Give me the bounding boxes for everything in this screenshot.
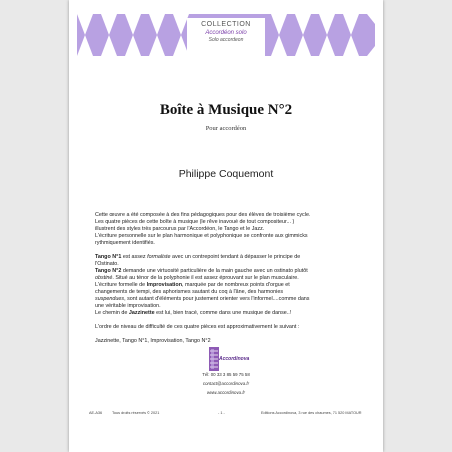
- footer-ref: AE-A36: [89, 411, 103, 415]
- publisher-phone: Tél: 00 33 3 85 59 75 58: [202, 372, 250, 377]
- document-page: [69, 0, 383, 452]
- order-list: Jazzinette, Tango N°1, Improvisation, Tango N°2: [95, 338, 211, 344]
- publisher-logo-text: Accordinova: [219, 356, 250, 362]
- order-paragraph: L'ordre de niveau de difficulté de ces quatre pièces est approximativement le suivant :: [95, 324, 300, 330]
- collection-title: COLLECTION: [201, 21, 251, 28]
- tango2-label: Tango N°2: [95, 268, 122, 274]
- pieces-paragraph: Tango N°1 est assez formaliste avec un contrepoint tendant à dépasser le principe de l'Ostinato. Tango N°2 demande une virtuosité particulière de la main gauche avec un ostinato plutôt obstiné. Situé au ténor de la polyphonie il est assez éprouvant sur le plan musculaire. L'écriture formelle de Improvisation, marquée par de nombreux points d'orgue et changements de tempi, des aphorismes sautant du coq à l'âne, des harmonies suspendues, sont autant d'éléments pour justement orienter vers l'informel....comme dans une véritable improvisation. Le chemin de Jazzinette est lui, bien tracé, comme dans une musique de danse..!: [95, 254, 310, 316]
- publisher-website[interactable]: www.accordinova.fr: [206, 390, 246, 395]
- improvisation-label: Improvisation: [146, 282, 183, 288]
- footer-address: Editions Accordinova, 3 rue des chaumes, 71 520 MATOUR: [261, 411, 362, 415]
- page-subtitle: Pour accordéon: [205, 125, 247, 132]
- page-title: Boîte à Musique N°2: [159, 102, 293, 118]
- page-number: - 1 -: [218, 411, 225, 415]
- collection-subtitle-en: Solo accordeon: [208, 37, 244, 43]
- publisher-email[interactable]: contact@accordinova.fr: [202, 381, 250, 386]
- footer-rights: Tous droits réservés © 2021: [112, 411, 160, 415]
- tango1-label: Tango N°1: [95, 254, 122, 260]
- collection-subtitle: Accordéon solo: [205, 30, 247, 36]
- composer-name: Philippe Coquemont: [178, 168, 274, 180]
- intro-paragraph: Cette œuvre a été composée à des fins pédagogiques pour des élèves de troisième cycle. Les quatre pièces de cette boîte à musique (le rêve inavoué de tout compositeur... ) illustrent des styles très parcourus par l'Accordéon, le Tango et le Jazz. L'écriture personnelle sur le plan harmonique et polyphonique se confronte aux gimmicks rythmiquement identifiés.: [95, 212, 311, 246]
- description-text: [95, 212, 357, 352]
- collection-label-box: [187, 18, 265, 56]
- jazzinette-label: Jazzinette: [128, 310, 155, 316]
